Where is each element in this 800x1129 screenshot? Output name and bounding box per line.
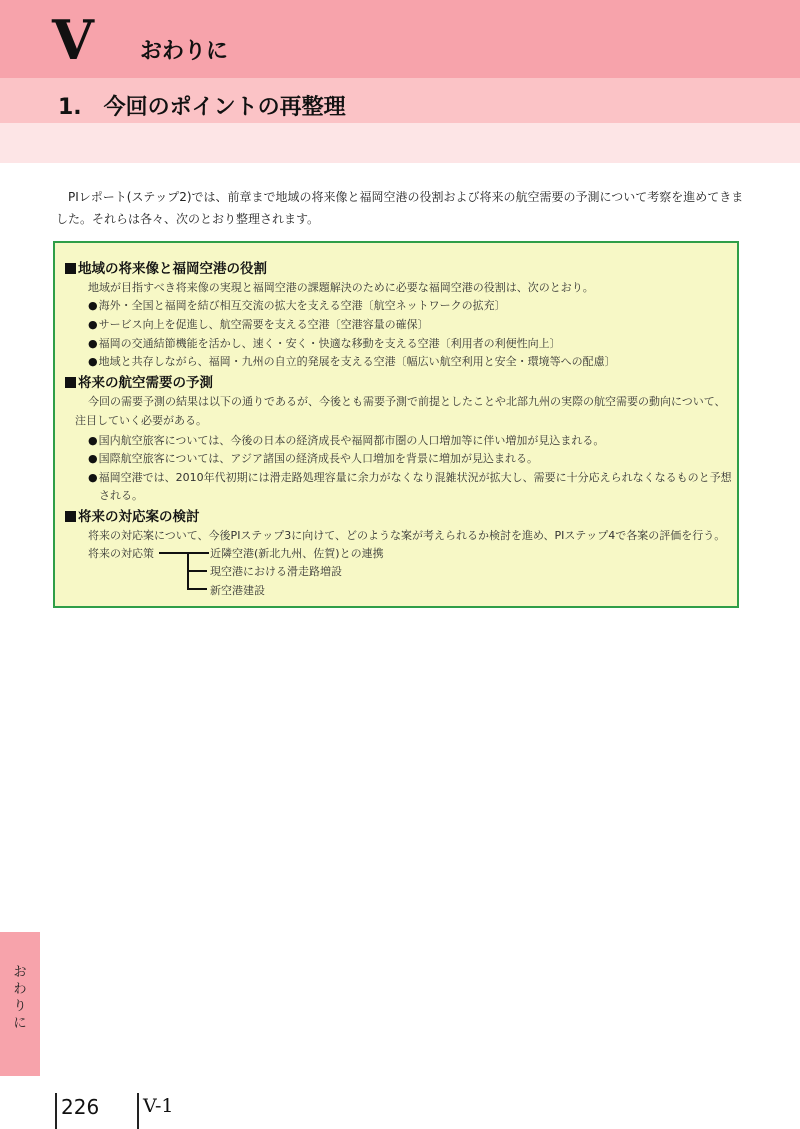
intro-paragraph xyxy=(56,186,746,230)
tree-item: 近隣空港(新北九州、佐賀)との連携 xyxy=(210,547,384,560)
chapter-number: V xyxy=(52,8,94,72)
section-3-lead: 将来の対応案について、今後PIステップ3に向けて、どのような案が考えられるか検討を進め、PIステップ4で各案の評価を行う。 xyxy=(88,529,726,542)
list-item-continuation: される。 xyxy=(99,489,143,502)
chapter-title: おわりに xyxy=(140,39,229,64)
intro-line-2: た。それらは各々、次のとおり整理されます。 xyxy=(68,212,320,226)
list-item: ●海外・全国と福岡を結び相互交流の拡大を支える空港〔航空ネットワークの拡充〕 xyxy=(88,299,506,312)
bullet-icon: ● xyxy=(88,452,98,465)
square-bullet-icon xyxy=(65,511,76,522)
page-code: V-1 xyxy=(143,1095,174,1117)
section-heading-2: 将来の航空需要の予測 xyxy=(65,371,213,391)
tree-connector xyxy=(159,552,209,554)
square-bullet-icon xyxy=(65,377,76,388)
section-1-lead: 地域が目指すべき将来像の実現と福岡空港の課題解決のために必要な福岡空港の役割は、次のとおり。 xyxy=(88,281,594,294)
list-item: ●サービス向上を促進し、航空需要を支える空港〔空港容量の確保〕 xyxy=(88,318,429,331)
list-item: ●国際航空旅客については、アジア諸国の経済成長や人口増加を背景に増加が見込まれる。 xyxy=(88,452,538,465)
list-item: ●福岡空港では、2010年代初期には滑走路処理容量に余力がなくなり混雑状況が拡大し、需要に十分応えられなくなるものと予想 xyxy=(88,471,732,484)
summary-box xyxy=(53,241,739,608)
bullet-icon: ● xyxy=(88,318,98,331)
list-item: ●国内航空旅客については、今後の日本の経済成長や福岡都市圏の人口増加等に伴い増加が見込まれる。 xyxy=(88,434,605,447)
section-subband xyxy=(0,123,800,163)
square-bullet-icon xyxy=(65,263,76,274)
section-2-lead-line-1: 今回の需要予測の結果は以下の通りであるが、今後とも需要予測で前提としたことや北部九州の実際の航空需要の動向について、 xyxy=(88,395,726,408)
bullet-icon: ● xyxy=(88,355,98,368)
intro-line-1: PIレポート(ステップ2)では、前章まで地域の将来像と福岡空港の役割および将来の航空需要の予測について考察を進めてきまし xyxy=(56,190,744,226)
tree-root-label: 将来の対応策 xyxy=(88,547,154,560)
section-heading-1: 地域の将来像と福岡空港の役割 xyxy=(65,257,267,277)
page-divider xyxy=(55,1093,57,1129)
bullet-icon: ● xyxy=(88,299,98,312)
list-item: ●地域と共存しながら、福岡・九州の自立的発展を支える空港〔幅広い航空利用と安全・環境等への配慮〕 xyxy=(88,355,616,368)
tree-item: 現空港における滑走路増設 xyxy=(210,565,342,578)
list-item: ●福岡の交通結節機能を活かし、速く・安く・快適な移動を支える空港〔利用者の利便性向上〕 xyxy=(88,337,561,350)
tree-connector xyxy=(187,570,207,572)
tree-connector xyxy=(187,588,207,590)
section-title: 1. 今回のポイントの再整理 xyxy=(58,95,346,120)
bullet-icon: ● xyxy=(88,471,98,484)
tree-item: 新空港建設 xyxy=(210,584,265,597)
section-heading-3: 将来の対応案の検討 xyxy=(65,505,200,525)
bullet-icon: ● xyxy=(88,434,98,447)
section-2-lead-line-2: 注目していく必要がある。 xyxy=(75,414,207,427)
page-number: 226 xyxy=(61,1095,100,1119)
page-divider xyxy=(137,1093,139,1129)
side-tab-label: おわりに xyxy=(13,965,27,1031)
bullet-icon: ● xyxy=(88,337,98,350)
header-band xyxy=(0,0,800,78)
